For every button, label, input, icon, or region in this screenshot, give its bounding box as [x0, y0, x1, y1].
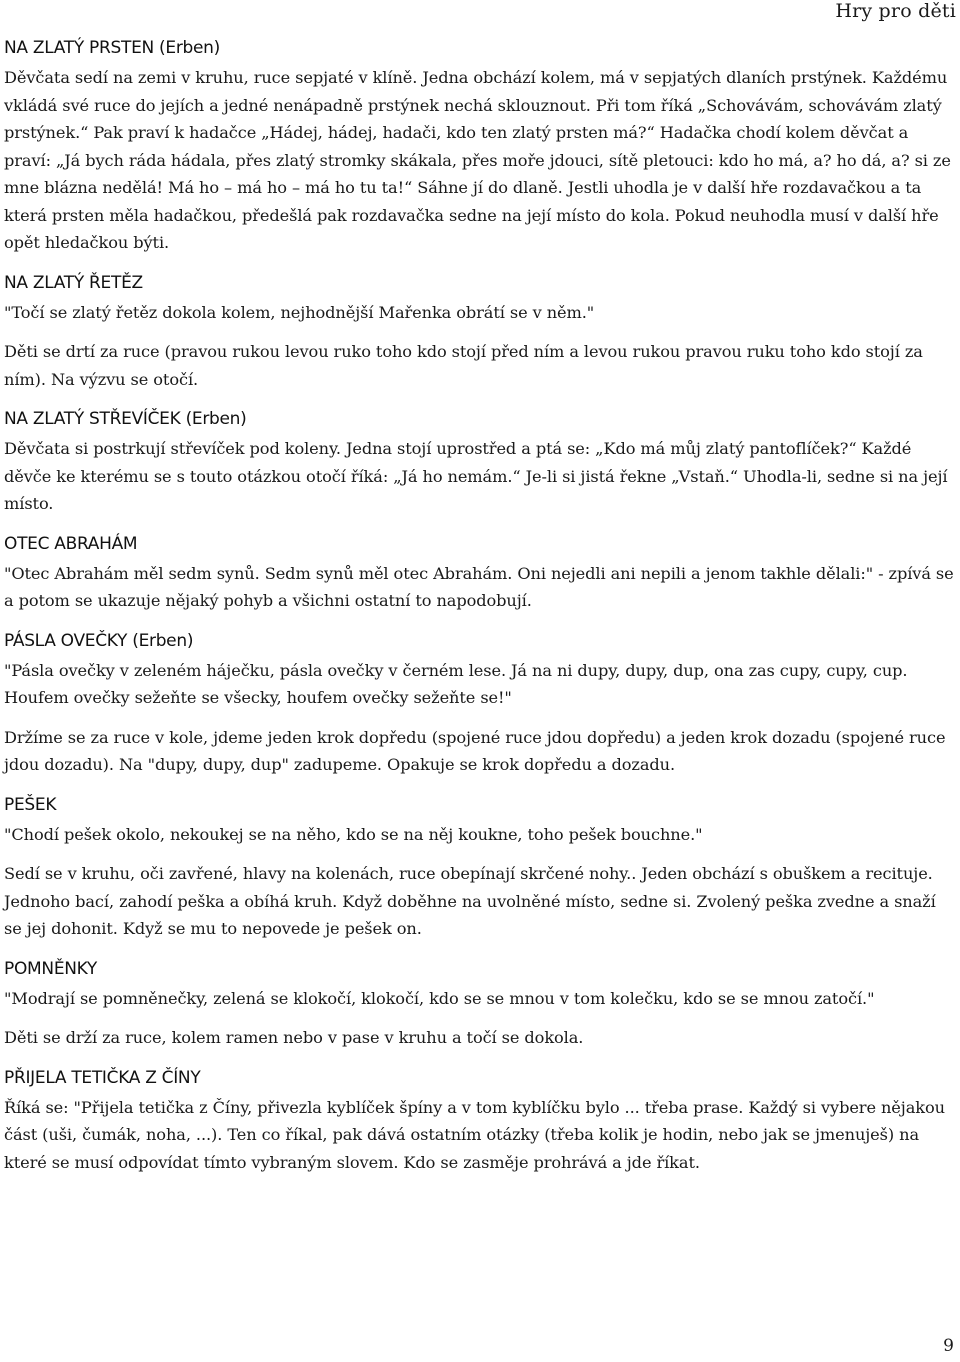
section-otec-abraham: [4, 534, 954, 615]
section-na-zlaty-prsten: [4, 38, 954, 257]
running-header: Hry pro děti: [835, 0, 956, 22]
section-paragraph: Děti se drtí za ruce (pravou rukou levou ruko toho kdo stojí před ním a levou rukou pravou ruku toho kdo stojí za ním). Na výzvu se otočí.: [4, 342, 923, 389]
section-heading: PÁSLA OVEČKY (Erben): [4, 630, 194, 651]
section-na-zlaty-strevicek: [4, 409, 954, 518]
section-paragraph: "Otec Abrahám měl sedm synů. Sedm synů měl otec Abrahám. Oni nejedli ani nepili a jenom takhle dělali:" - zpívá se a potom se ukazuje nějaký pohyb a všichni ostatní to napodobují.: [4, 563, 954, 610]
section-paragraph: "Modrají se pomněnečky, zelená se klokočí, klokočí, kdo se se mnou v tom kolečku, kdo se se mnou zatočí.": [4, 988, 875, 1008]
section-heading: NA ZLATÝ PRSTEN (Erben): [4, 38, 220, 58]
section-heading: NA ZLATÝ ŘETĚZ: [4, 272, 143, 293]
section-paragraph: Děvčata sedí na zemi v kruhu, ruce sepjaté v klíně. Jedna obchází kolem, má v sepjatých dlaních prstýnek. Každému vkládá své ruce do jejích a jedné nenápadně prstýnek nechá sklouznout. Při tom říká „Schovávám, schovávám zlatý prstýnek.“ Pak praví k hadačce „Hádej, hádej, hadači, kdo ten zlatý prsten má?“ Hadačka chodí kolem děvčat a praví: „Já bych ráda hádala, přes zlatý stromky skákala, přes moře jdouci, sítě pletouci: kdo ho má, a? ho dá, a? si ze mne blázna nedělá! Má ho – má ho – má ho tu ta!“ Sáhne jí do dlaně. Jestli uhodla je v další hře rozdavačkou a ta která prsten měla hadačkou, předešlá pak rozdavačka sedne na její místo do kola. Pokud neuhodla musí v další hře opět hledačkou býti.: [4, 68, 951, 252]
section-paragraph: Držíme se za ruce v kole, jdeme jeden krok dopředu (spojené ruce jdou dopředu) a jeden krok dozadu (spojené ruce jdou dozadu). Na "dupy, dupy, dup" zadupeme. Opakuje se krok dopředu a dozadu.: [4, 727, 946, 774]
section-pesek: [4, 795, 954, 943]
section-na-zlaty-retez: [4, 273, 954, 394]
section-paragraph: Říká se: "Přijela tetička z Číny, přivezla kyblíček špíny a v tom kyblíčku bylo ... třeba prase. Každý si vybere nějakou část (uši, čumák, noha, ...). Ten co říkal, pak dává ostatním otázky (třeba kolik je hodin, nebo jak se jmenuješ) na které se musí odpovídat tímto vybraným slovem. Kdo se zasměje prohrává a jde říkat.: [4, 1097, 945, 1172]
section-paragraph: "Chodí pešek okolo, nekoukej se na něho, kdo se na něj koukne, toho pešek bouchne.": [4, 824, 703, 844]
section-heading: OTEC ABRAHÁM: [4, 533, 138, 554]
section-heading: PEŠEK: [4, 794, 57, 815]
section-prijela-teticka: [4, 1068, 954, 1177]
section-paragraph: Děvčata si postrkují střevíček pod koleny. Jedna stojí uprostřed a ptá se: „Kdo má můj zlatý pantoflíček?“ Každé děvče ke kterému se s touto otázkou otočí říká: „Já ho nemám.“ Je-li si jistá řekne „Vstaň.“ Uhodla-li, sedne si na její místo.: [4, 439, 948, 513]
section-pasla-ovecky: [4, 631, 954, 779]
section-heading: NA ZLATÝ STŘEVÍČEK (Erben): [4, 409, 247, 429]
section-pomnenky: [4, 959, 954, 1052]
section-paragraph: "Točí se zlatý řetěz dokola kolem, nejhodnější Mařenka obrátí se v něm.": [4, 302, 595, 322]
section-paragraph: Děti se drží za ruce, kolem ramen nebo v pase v kruhu a točí se dokola.: [4, 1028, 584, 1047]
document-body: [4, 38, 954, 1192]
section-paragraph: "Pásla ovečky v zeleném háječku, pásla ovečky v černém lese. Já na ni dupy, dupy, dup, ona zas cupy, cupy, cup. Houfem ovečky sežeňte se všecky, houfem ovečky sežeňte se!": [4, 660, 908, 707]
section-paragraph: Sedí se v kruhu, oči zavřené, hlavy na kolenách, ruce obepínají skrčené nohy.. Jeden obchází s obuškem a recituje. Jednoho bací, zahodí peška a obíhá kruh. Když doběhne na uvolněné místo, sedne si. Zvolený peška zvedne a snaží se jej dohonit. Když se mu to nepovede je pešek on.: [4, 864, 936, 938]
section-heading: POMNĚNKY: [4, 958, 98, 979]
section-heading: PŘIJELA TETIČKA Z ČÍNY: [4, 1067, 201, 1088]
page-number: 9: [943, 1336, 954, 1356]
